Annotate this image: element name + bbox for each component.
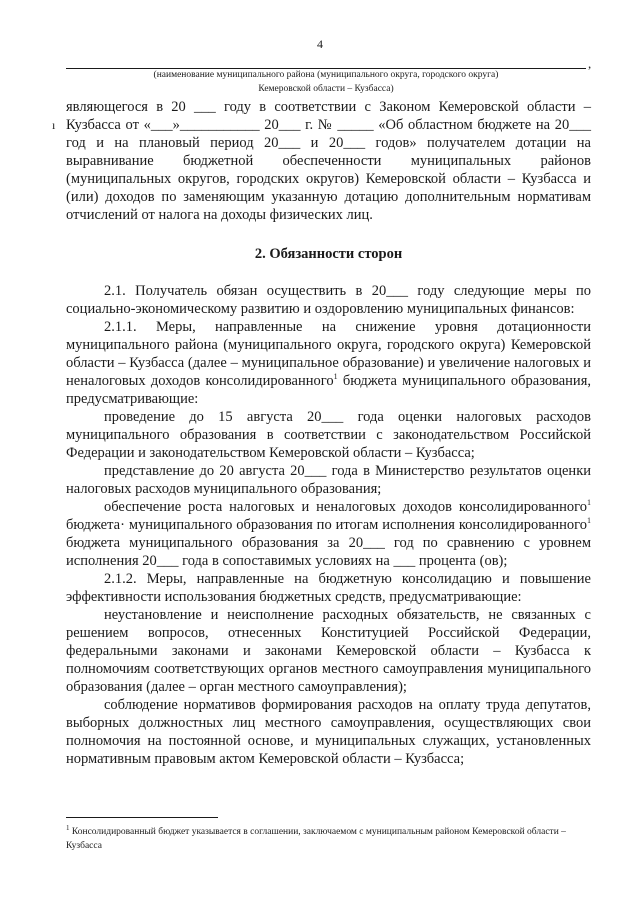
header-caption-line-2: Кемеровской области – Кузбасса) bbox=[258, 84, 394, 94]
paragraph-2-1-1-text: 2.1.1. Меры, направленные на снижение уровня дотационности муниципального района (муниципального округа, городского округа) Кемеровской области – Кузбасса (далее – муниципальное образование) и увеличение налоговых и неналоговых доходов консолидированного bbox=[66, 319, 591, 389]
body-text bbox=[66, 98, 591, 768]
footnote-mark: 1 bbox=[66, 823, 70, 832]
revenue-growth-text-4: бюджета муниципального образования за 20___ год по сравнению с уровнем исполнения 20___ года в сопоставимых условиях на ___ процента (ов); bbox=[66, 535, 591, 569]
paragraph-2-1-1-text-end: бюджета муниципального образования, предусматривающие: bbox=[66, 373, 591, 407]
footnote-ref: 1 bbox=[587, 498, 591, 508]
paragraph-tax-review: проведение до 15 августа 20___ года оценки налоговых расходов муниципального образования в соответствии с законодательством Российской Федерации и законодательством Кемеровской области – Кузбасса; bbox=[66, 409, 591, 461]
paragraph-2-1-1 bbox=[66, 318, 591, 408]
paragraph-2-1: 2.1. Получатель обязан осуществить в 20___ году следующие меры по социально-экономическому развитию и оздоровлению муниципальных финансов: bbox=[66, 283, 591, 317]
page-number: 4 bbox=[317, 37, 323, 51]
paragraph-submission: представление до 20 августа 20___ года в Министерство результатов оценки налоговых расходов муниципального образования; bbox=[66, 463, 591, 497]
footnote bbox=[66, 825, 591, 853]
paragraph-obligations: неустановление и неисполнение расходных обязательств, не связанных с решением вопросов, отнесенных Конституцией Российской Федерации, федеральными законами и законами Кемеровской области – Кузбасса к полномочиям соответствующих органов местного самоуправления муниципального образования (далее – орган местного самоуправления); bbox=[66, 607, 591, 695]
header-fill-line bbox=[66, 68, 586, 69]
revenue-growth-text-1: обеспечение роста налоговых и неналоговых доходов консолидированного bbox=[104, 499, 587, 515]
header-caption-line-1: (наименование муниципального района (муниципального округа, городского округа) bbox=[153, 70, 499, 80]
revenue-growth-text-3: муниципального образования по итогам исполнения консолидированного bbox=[124, 517, 587, 533]
footnote-ref: 1 bbox=[333, 372, 338, 382]
section-title: 2. Обязанности сторон bbox=[254, 246, 403, 262]
paragraph-revenue-growth bbox=[66, 498, 591, 570]
footnote-ref: 1 bbox=[587, 516, 591, 526]
paragraph-2-1-2: 2.1.2. Меры, направленные на бюджетную консолидацию и повышение эффективности использования бюджетных средств, предусматривающие: bbox=[66, 571, 591, 605]
paragraph-salary-norms: соблюдение нормативов формирования расходов на оплату труда депутатов, выборных должностных лиц местного самоуправления, осуществляющих свои полномочия на постоянной основе, и муниципальных служащих, установленных нормативным правовым актом Кемеровской области – Кузбасса; bbox=[66, 697, 591, 767]
intro-paragraph: являющегося в 20 ___ году в соответствии с Законом Кемеровской области – Кузбасса от «___»___________ 20___ г. № _____ «Об областном бюджете на 20___ год и на плановый период 20___ и 20___ годов» получателем дотации на выравнивание бюджетной обеспеченности муниципальных районов (муниципальных округов, городских округов) Кемеровской области – Кузбасса и (или) доходов по заменяющим указанную дотацию дополнительным нормативам отчислений от налога на доходы физических лиц. bbox=[66, 99, 591, 223]
footnote-text: Консолидированный бюджет указывается в соглашении, заключаемом с муниципальным районом Кемеровской области – Кузбасса bbox=[66, 827, 566, 851]
stray-scan-mark: ı bbox=[52, 118, 56, 132]
header-comma: , bbox=[588, 56, 592, 71]
footnote-divider bbox=[66, 817, 218, 818]
stray-dot: · bbox=[120, 517, 125, 533]
revenue-growth-text-2: бюджета bbox=[66, 517, 121, 533]
